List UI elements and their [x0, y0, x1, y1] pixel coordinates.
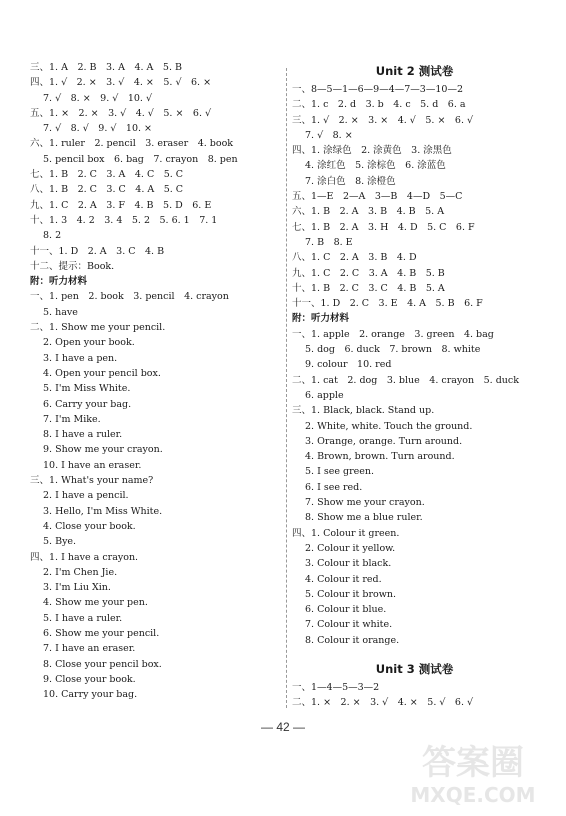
- answer-line: 四、1. 涂绿色 2. 涂黄色 3. 涂黑色: [292, 145, 452, 157]
- answer-line: 6. apple: [305, 389, 344, 401]
- answer-line: 五、1. × 2. × 3. √ 4. √ 5. × 6. √: [30, 107, 212, 119]
- watermark-text: 答案圈: [422, 743, 524, 783]
- answer-line: 六、1. B 2. A 3. B 4. B 5. A: [292, 206, 445, 218]
- answer-line: 三、1. Black, black. Stand up.: [292, 405, 435, 417]
- answer-line: 7. √ 8. ×: [305, 129, 353, 141]
- watermark-graphic: [398, 732, 548, 810]
- section-heading: 附：听力材料: [292, 313, 350, 325]
- answer-line: 2. I have a pencil.: [43, 490, 129, 502]
- answer-line: 6. Carry your bag.: [43, 398, 132, 410]
- answer-line: 7. I have an eraser.: [43, 643, 136, 655]
- answer-line: 4. Colour it red.: [305, 573, 382, 585]
- answer-line: 七、1. B 2. C 3. A 4. C 5. C: [30, 169, 184, 181]
- answer-line: 二、1. Show me your pencil.: [30, 322, 166, 334]
- answer-line: 6. Show me your pencil.: [43, 627, 160, 639]
- answer-line: 二、1. cat 2. dog 3. blue 4. crayon 5. duck: [292, 374, 519, 386]
- answer-line: 9. Show me your crayon.: [43, 444, 163, 456]
- answer-line: 4. Show me your pen.: [43, 597, 148, 609]
- answer-line: 八、1. B 2. C 3. C 4. A 5. C: [30, 184, 184, 196]
- answer-line: 7. 涂白色 8. 涂橙色: [305, 175, 396, 187]
- answer-line: 一、8—5—1—6—9—4—7—3—10—2: [292, 84, 463, 95]
- answer-line: 二、1. c 2. d 3. b 4. c 5. d 6. a: [292, 99, 466, 111]
- answer-line: 八、1. C 2. A 3. B 4. D: [292, 252, 417, 264]
- answer-line: 三、1. A 2. B 3. A 4. A 5. B: [30, 62, 182, 73]
- answer-line: 7. B 8. E: [305, 236, 353, 248]
- unit-3-answers: [292, 680, 537, 711]
- answer-line: 六、1. ruler 2. pencil 3. eraser 4. book: [30, 138, 234, 150]
- answer-line: 5. Bye.: [43, 536, 77, 548]
- answer-line: 四、1. Colour it green.: [292, 527, 400, 539]
- answer-line: 三、1. √ 2. × 3. × 4. √ 5. × 6. √: [292, 114, 474, 126]
- answer-line: 3. I have a pen.: [43, 352, 118, 364]
- answer-line: 二、1. × 2. × 3. √ 4. × 5. √ 6. √: [292, 697, 474, 709]
- answer-line: 6. I see red.: [305, 481, 363, 493]
- answer-line: 9. colour 10. red: [305, 359, 392, 371]
- unit-2-title: Unit 2 测试卷: [375, 64, 454, 78]
- answer-line: 3. Orange, orange. Turn around.: [305, 435, 463, 447]
- answer-line: 9. Close your book.: [43, 673, 136, 685]
- answer-line: 一、1—4—5—3—2: [292, 681, 380, 693]
- answer-line: 十、1. B 2. C 3. C 4. B 5. A: [292, 282, 445, 294]
- column-divider: [286, 68, 287, 708]
- answer-line: 5. pencil box 6. bag 7. crayon 8. pen: [43, 153, 238, 165]
- answer-line: 4. 涂红色 5. 涂棕色 6. 涂蓝色: [305, 160, 446, 172]
- answer-line: 5. dog 6. duck 7. brown 8. white: [305, 344, 481, 356]
- answer-line: 6. Colour it blue.: [305, 604, 387, 616]
- answer-line: 8. Close your pencil box.: [43, 658, 162, 670]
- answer-line: 5. I'm Miss White.: [43, 383, 131, 395]
- answer-line: 3. Colour it black.: [305, 558, 392, 570]
- answer-line: 3. I'm Liu Xin.: [43, 582, 111, 594]
- answer-line: 一、1. pen 2. book 3. pencil 4. crayon: [30, 291, 229, 303]
- answer-line: 7. Show me your crayon.: [305, 497, 425, 509]
- answer-line: 十一、1. D 2. C 3. E 4. A 5. B 6. F: [292, 298, 483, 310]
- section-heading: 附：听力材料: [30, 276, 88, 288]
- answer-line: 5. I see green.: [305, 466, 375, 478]
- answer-line: 7. √ 8. × 9. √ 10. √: [43, 92, 152, 104]
- answer-line: 5. Colour it brown.: [305, 588, 396, 600]
- watermark-logo: [398, 732, 548, 810]
- answer-line: 5. have: [43, 306, 78, 318]
- answer-line: 2. Open your book.: [43, 337, 135, 349]
- answer-line: 2. Colour it yellow.: [305, 542, 396, 554]
- answer-line: 8. Colour it orange.: [305, 634, 400, 646]
- answer-line: 8. Show me a blue ruler.: [305, 512, 423, 524]
- answer-line: 8. I have a ruler.: [43, 429, 123, 441]
- watermark-sub: MXQE.COM: [410, 783, 536, 807]
- answer-line: 7. Colour it white.: [305, 619, 393, 631]
- answer-line: 4. Close your book.: [43, 520, 136, 532]
- answer-line: 三、1. What's your name?: [30, 475, 154, 487]
- page-number: — 42 —: [260, 720, 305, 734]
- answer-line: 7. I'm Mike.: [43, 413, 101, 425]
- answer-line: 一、1. apple 2. orange 3. green 4. bag: [292, 328, 494, 340]
- unit-2-answers: [292, 82, 537, 648]
- answer-line: 四、1. √ 2. × 3. √ 4. × 5. √ 6. ×: [30, 77, 212, 89]
- answer-line: 十、1. 3 4. 2 3. 4 5. 2 5. 6. 1 7. 1: [30, 214, 218, 226]
- answer-line: 九、1. C 2. C 3. A 4. B 5. B: [292, 267, 445, 279]
- answer-line: 十一、1. D 2. A 3. C 4. B: [30, 245, 165, 257]
- answer-line: 10. I have an eraser.: [43, 459, 142, 471]
- answer-line: 五、1—E 2—A 3—B 4—D 5—C: [292, 191, 463, 203]
- answer-line: 十二、提示：Book.: [30, 260, 115, 272]
- answer-line: 3. Hello, I'm Miss White.: [43, 505, 163, 517]
- answer-line: 七、1. B 2. A 3. H 4. D 5. C 6. F: [292, 221, 475, 233]
- left-column: [30, 60, 280, 702]
- answer-line: 8. 2: [43, 230, 62, 242]
- answer-line: 4. Open your pencil box.: [43, 367, 161, 379]
- right-column: [292, 60, 537, 711]
- answer-line: 5. I have a ruler.: [43, 612, 123, 624]
- answer-line: 九、1. C 2. A 3. F 4. B 5. D 6. E: [30, 199, 212, 211]
- answer-line: 2. I'm Chen Jie.: [43, 566, 118, 578]
- unit-3-title: Unit 3 测试卷: [375, 661, 454, 676]
- answer-line: 4. Brown, brown. Turn around.: [305, 451, 455, 463]
- answer-line: 2. White, white. Touch the ground.: [305, 420, 473, 432]
- answer-line: 四、1. I have a crayon.: [30, 551, 139, 563]
- answer-line: 10. Carry your bag.: [43, 689, 138, 701]
- answer-line: 7. √ 8. √ 9. √ 10. ×: [43, 123, 152, 135]
